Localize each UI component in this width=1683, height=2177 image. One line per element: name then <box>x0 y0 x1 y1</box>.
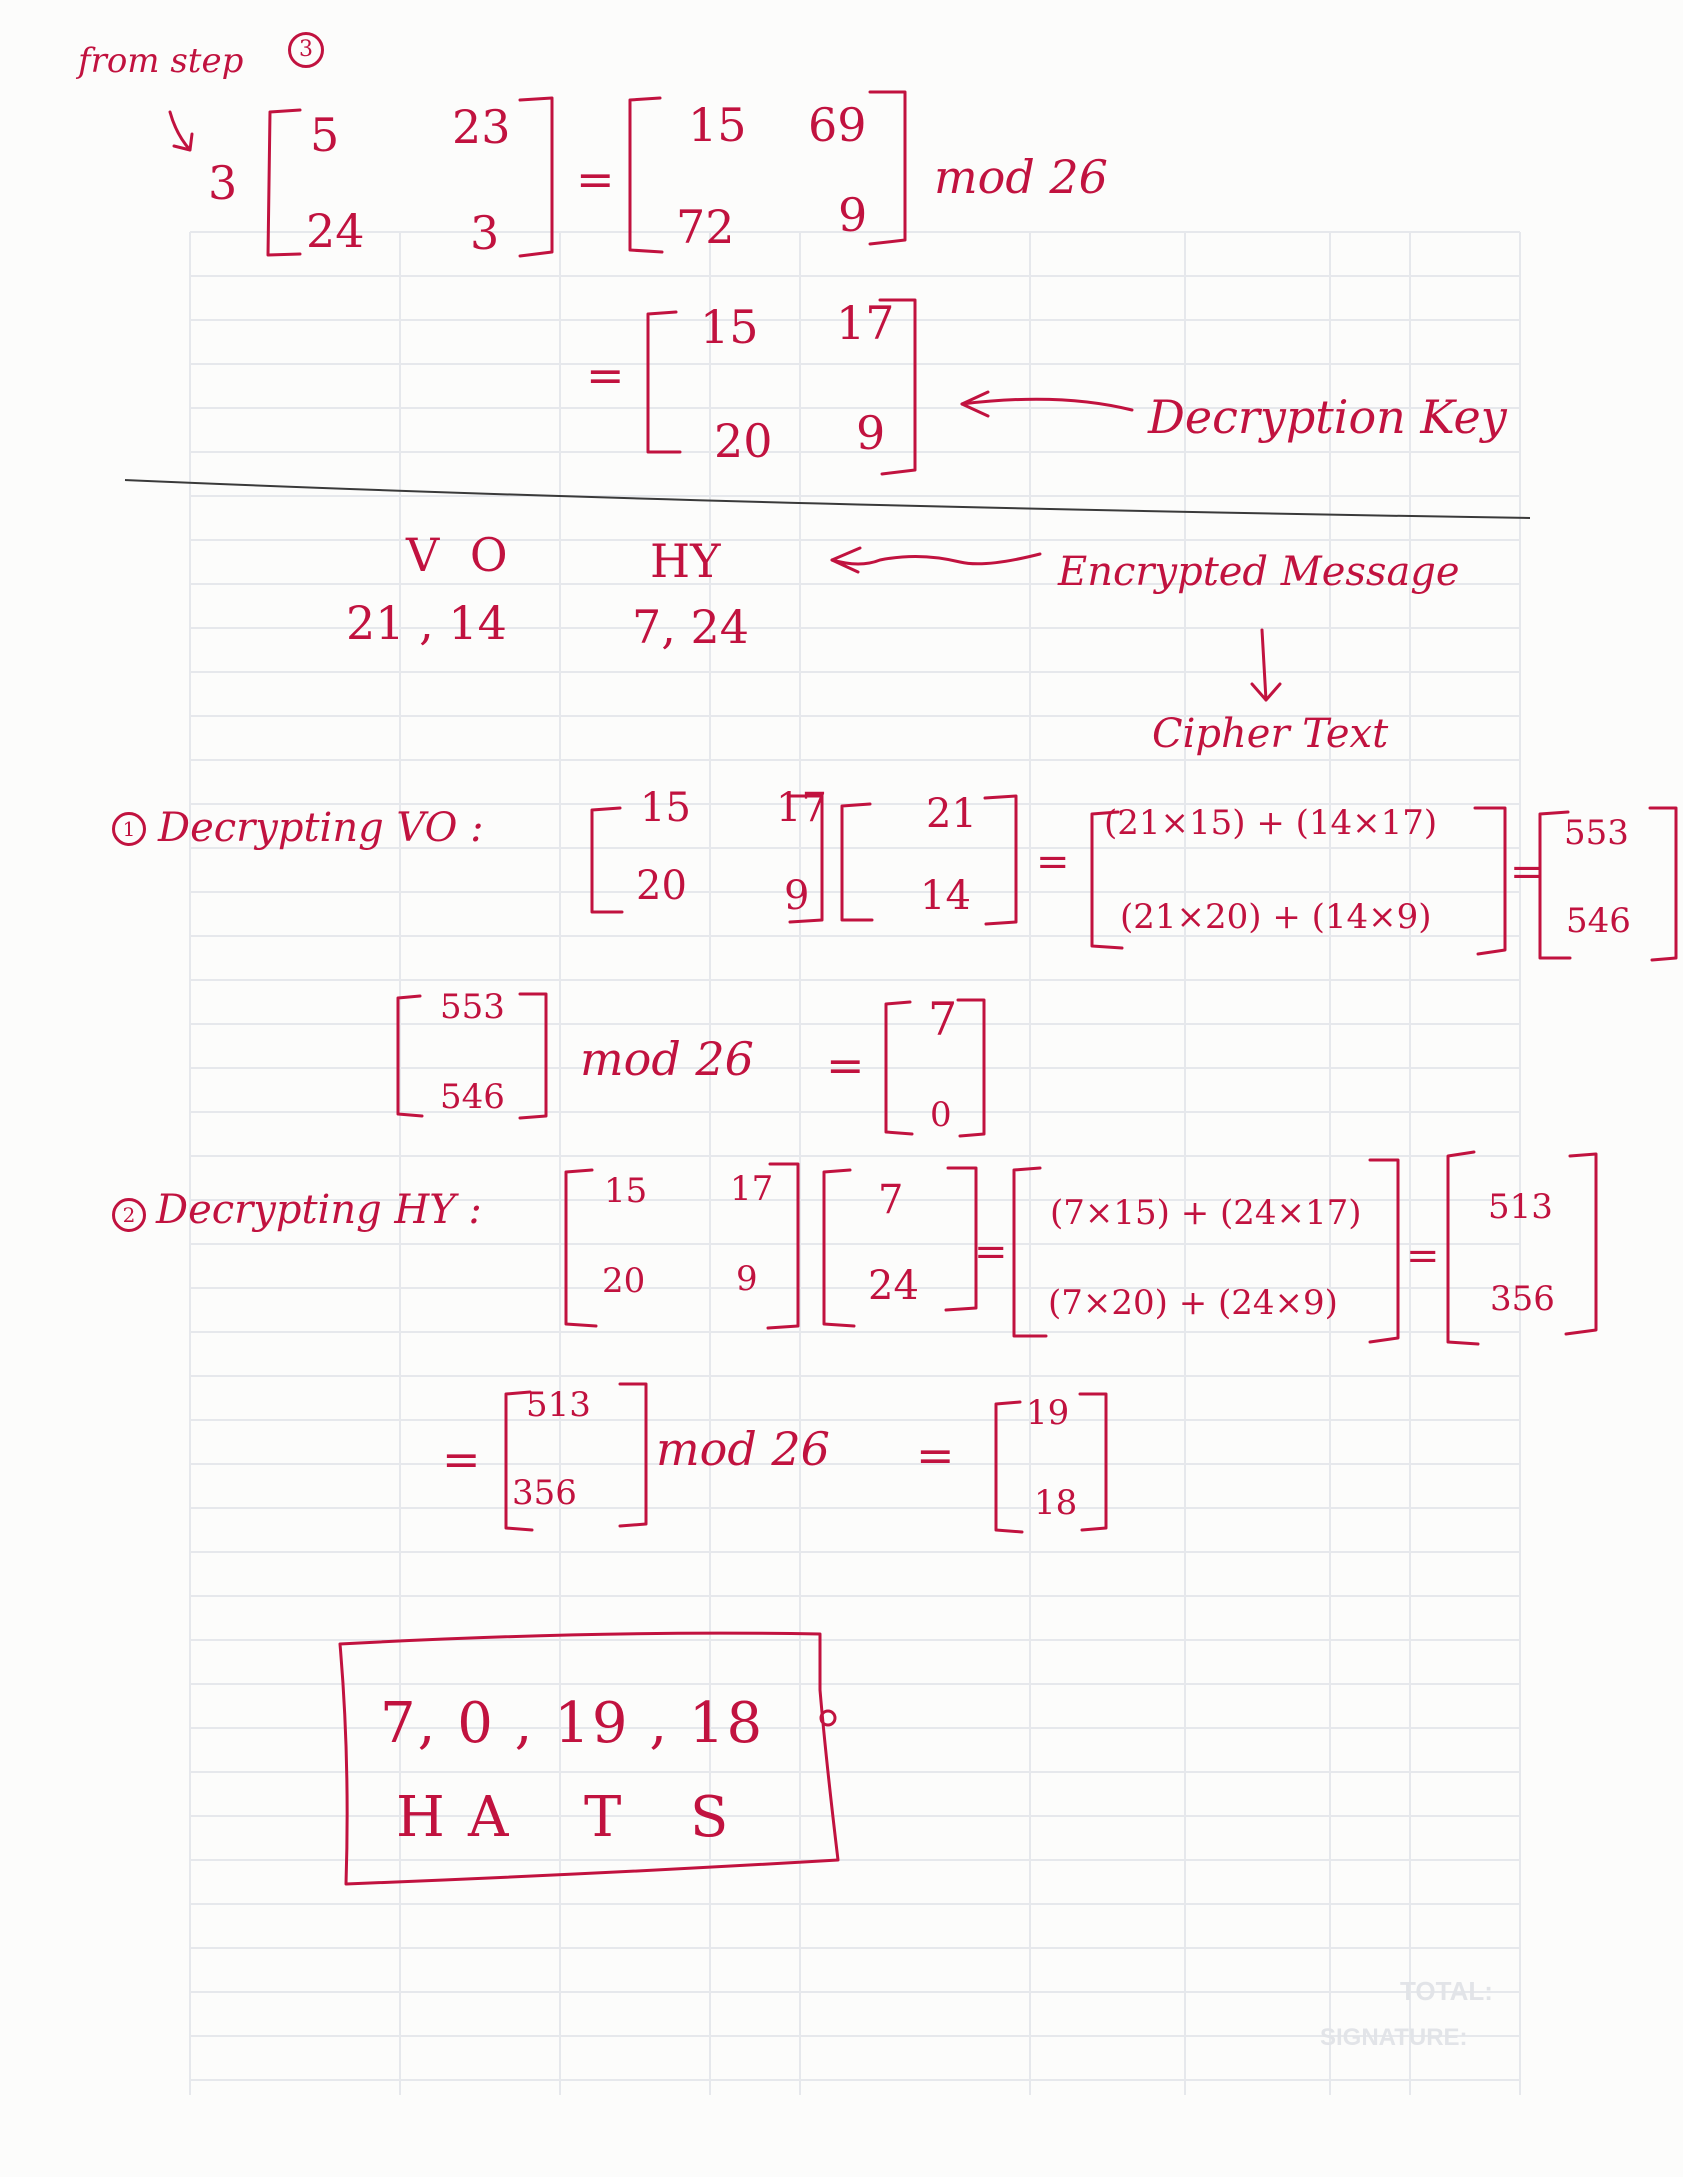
mod-label: mod 26 <box>934 150 1108 204</box>
equals-sign: = <box>586 348 625 402</box>
form-total-label: TOTAL: <box>1400 1976 1493 2006</box>
key-cell: 20 <box>636 863 687 909</box>
mod-result-cell: 18 <box>1034 1483 1078 1523</box>
mod-result-cell: 19 <box>1026 1393 1070 1433</box>
result-cell: 546 <box>440 1077 505 1117</box>
decryption-key-label: Decryption Key <box>1148 390 1507 444</box>
pair2-letters: HY <box>650 534 721 588</box>
answer-letter: A <box>468 1785 509 1850</box>
decrypt1-label: Decrypting VO : <box>158 805 484 851</box>
equals-sign: = <box>974 1229 1008 1275</box>
result-cell: 553 <box>1564 813 1629 853</box>
key-cell: 17 <box>730 1169 774 1209</box>
key-cell: 9 <box>736 1259 758 1299</box>
result-cell: 546 <box>1566 901 1631 941</box>
pair2-numbers: 7, 24 <box>632 600 750 654</box>
equals-sign: = <box>826 1038 865 1092</box>
equals-sign: = <box>1510 849 1544 895</box>
result-cell: 513 <box>526 1385 591 1425</box>
vector-cell: 14 <box>920 873 971 919</box>
key-cell: 15 <box>700 300 759 354</box>
matrix-b-cell: 69 <box>808 98 867 152</box>
expression-top: (21×15) + (14×17) <box>1104 803 1438 843</box>
matrix-a-cell: 3 <box>470 206 500 260</box>
vector-cell: 24 <box>868 1263 919 1309</box>
equals-sign: = <box>442 1432 481 1486</box>
answer-numbers: 7, 0 , 19 , 18 <box>380 1691 765 1756</box>
scalar-multiplier: 3 <box>208 156 238 210</box>
expression-bottom: (7×20) + (24×9) <box>1048 1283 1338 1323</box>
result-cell: 513 <box>1488 1187 1553 1227</box>
cipher-text-label: Cipher Text <box>1152 711 1389 757</box>
form-signature-label: SIGNATURE: <box>1320 2024 1468 2051</box>
answer-letter: S <box>690 1785 729 1850</box>
expression-bottom: (21×20) + (14×9) <box>1120 897 1432 937</box>
vector-cell: 21 <box>926 791 977 837</box>
equals-sign: = <box>1036 839 1070 885</box>
matrix-a-cell: 5 <box>310 108 340 162</box>
key-cell: 15 <box>640 785 691 831</box>
result-cell: 356 <box>1490 1279 1555 1319</box>
result-cell: 553 <box>440 987 505 1027</box>
step-number-circle: 3 <box>288 32 324 68</box>
mod-label: mod 26 <box>580 1032 754 1086</box>
from-step-note: from step <box>78 41 244 81</box>
result-cell: 356 <box>512 1473 577 1513</box>
equals-sign: = <box>916 1428 955 1482</box>
key-cell: 15 <box>604 1171 648 1211</box>
mod-result-cell: 7 <box>928 992 958 1046</box>
key-cell: 17 <box>776 785 827 831</box>
equals-sign: = <box>576 152 615 206</box>
matrix-b-cell: 15 <box>688 98 747 152</box>
step-index-circle: 2 <box>112 1198 146 1232</box>
pair1-letters: V O <box>406 528 516 582</box>
mod-result-cell: 0 <box>930 1095 952 1135</box>
matrix-a-cell: 24 <box>306 204 365 258</box>
key-cell: 9 <box>856 406 886 460</box>
encrypted-message-label: Encrypted Message <box>1058 549 1460 595</box>
decrypt2-label: Decrypting HY : <box>156 1187 482 1233</box>
matrix-b-cell: 72 <box>676 200 735 254</box>
pair1-numbers: 21 , 14 <box>346 596 507 650</box>
answer-letter: H <box>396 1785 445 1850</box>
answer-letter: T <box>584 1785 622 1850</box>
key-cell: 9 <box>784 873 810 919</box>
key-cell: 20 <box>714 414 773 468</box>
mod-label: mod 26 <box>656 1422 830 1476</box>
matrix-a-cell: 23 <box>452 100 511 154</box>
expression-top: (7×15) + (24×17) <box>1050 1193 1362 1233</box>
step-index-circle: 1 <box>112 812 146 846</box>
equals-sign: = <box>1406 1233 1440 1279</box>
vector-cell: 7 <box>878 1177 904 1223</box>
key-cell: 17 <box>836 296 895 350</box>
matrix-b-cell: 9 <box>838 188 868 242</box>
key-cell: 20 <box>602 1261 646 1301</box>
